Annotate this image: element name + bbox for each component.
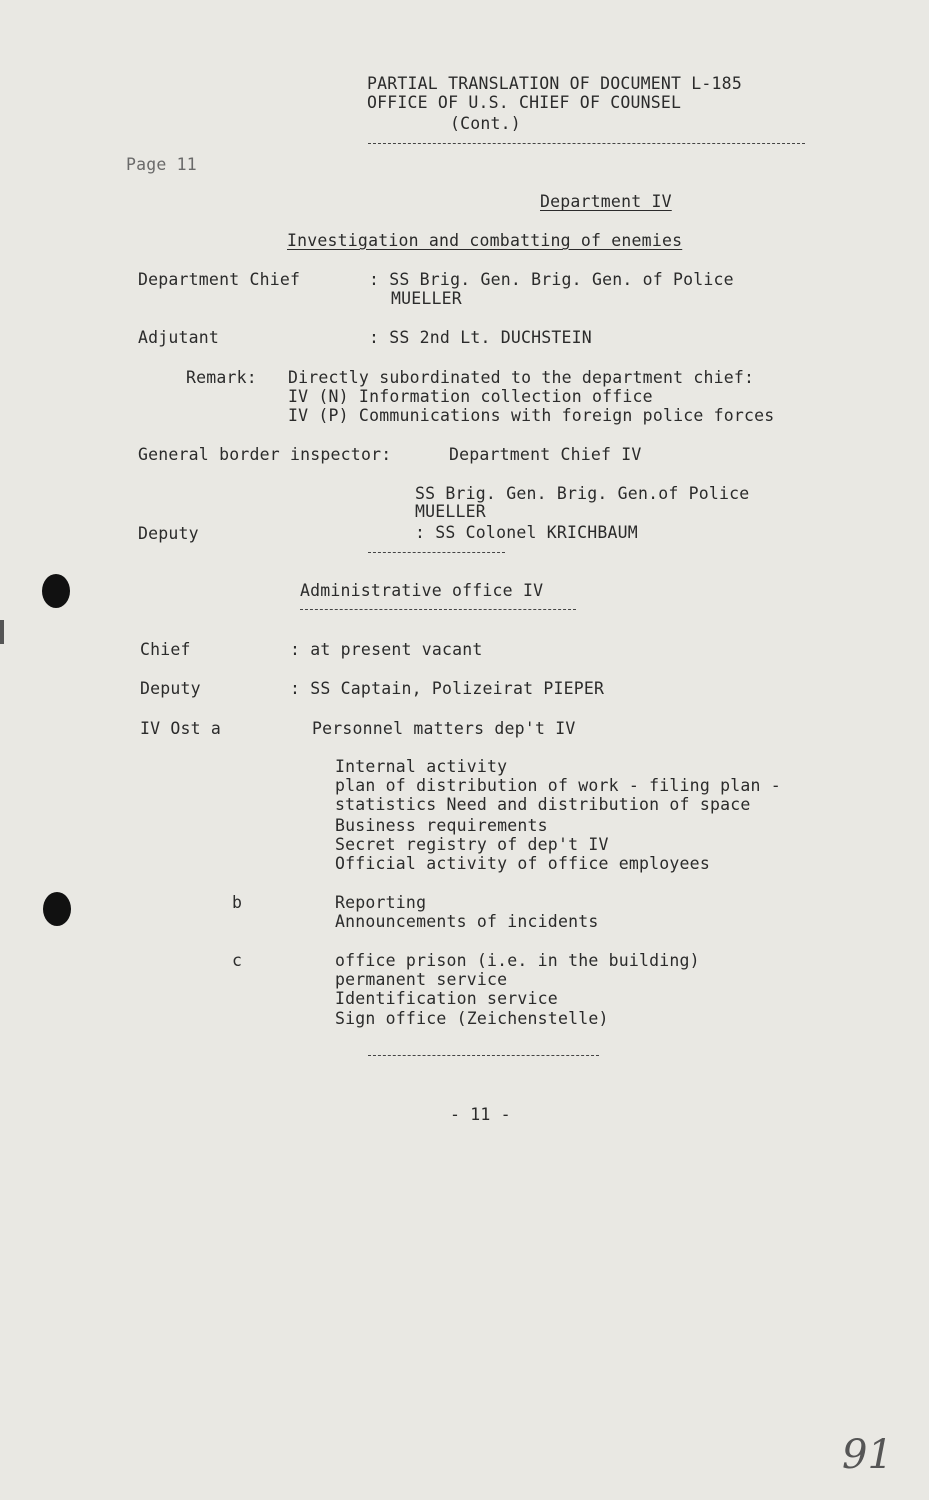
list-item: Secret registry of dep't IV [335, 835, 609, 854]
deputy-label: Deputy [138, 524, 199, 543]
deputy2-label: Deputy [140, 679, 201, 698]
page-label: Page 11 [126, 155, 197, 174]
border-inspector-rank: SS Brig. Gen. Brig. Gen.of Police [415, 484, 750, 503]
admin-office-title: Administrative office IV [300, 581, 544, 600]
adjutant-value: : SS 2nd Lt. DUCHSTEIN [369, 328, 592, 347]
list-item: Internal activity [335, 757, 508, 776]
punch-hole-top [42, 574, 70, 608]
page-number: - 11 - [450, 1105, 511, 1124]
header-line-3: (Cont.) [450, 114, 521, 133]
bottom-divider [368, 1055, 599, 1056]
border-inspector-label: General border inspector: [138, 445, 392, 464]
list-item: Reporting [335, 893, 427, 912]
remark-line-1: Directly subordinated to the department chief: [288, 368, 755, 387]
list-item: Official activity of office employees [335, 854, 710, 873]
list-item: Identification service [335, 989, 558, 1008]
header-line-1: PARTIAL TRANSLATION OF DOCUMENT L-185 [367, 74, 742, 93]
list-item: office prison (i.e. in the building) [335, 951, 700, 970]
department-chief-name: MUELLER [391, 289, 462, 308]
list-item: plan of distribution of work - filing plan - [335, 776, 781, 795]
chief-value: : at present vacant [290, 640, 483, 659]
list-item: statistics Need and distribution of space [335, 795, 751, 814]
border-inspector-name: MUELLER [415, 502, 486, 521]
section-b-label: b [232, 893, 243, 912]
deputy2-value: : SS Captain, Polizeirat PIEPER [290, 679, 605, 698]
border-inspector-value: Department Chief IV [449, 445, 642, 464]
section-a-label: IV Ost a [140, 719, 222, 738]
remark-line-2: IV (N) Information collection office [288, 387, 653, 406]
section-a-title: Personnel matters dep't IV [312, 719, 576, 738]
list-item: Business requirements [335, 816, 548, 835]
list-item: Sign office (Zeichenstelle) [335, 1009, 609, 1028]
list-item: Announcements of incidents [335, 912, 599, 931]
department-chief-value: : SS Brig. Gen. Brig. Gen. of Police [369, 270, 734, 289]
deputy-value: : SS Colonel KRICHBAUM [415, 523, 638, 542]
remark-line-3: IV (P) Communications with foreign police forces [288, 406, 775, 425]
handwritten-number: 91 [842, 1432, 893, 1478]
adjutant-label: Adjutant [138, 328, 220, 347]
department-subtitle: Investigation and combatting of enemies [287, 231, 683, 250]
department-chief-label: Department Chief [138, 270, 301, 289]
department-title: Department IV [540, 192, 672, 211]
list-item: permanent service [335, 970, 508, 989]
chief-label: Chief [140, 640, 191, 659]
paper-edge-mark [0, 620, 4, 644]
header-rule [368, 143, 805, 144]
admin-title-rule [300, 609, 576, 610]
punch-hole-bottom [43, 892, 71, 926]
section-c-label: c [232, 951, 243, 970]
header-line-2: OFFICE OF U.S. CHIEF OF COUNSEL [367, 93, 682, 112]
remark-label: Remark: [186, 368, 257, 387]
section-divider [368, 552, 505, 553]
